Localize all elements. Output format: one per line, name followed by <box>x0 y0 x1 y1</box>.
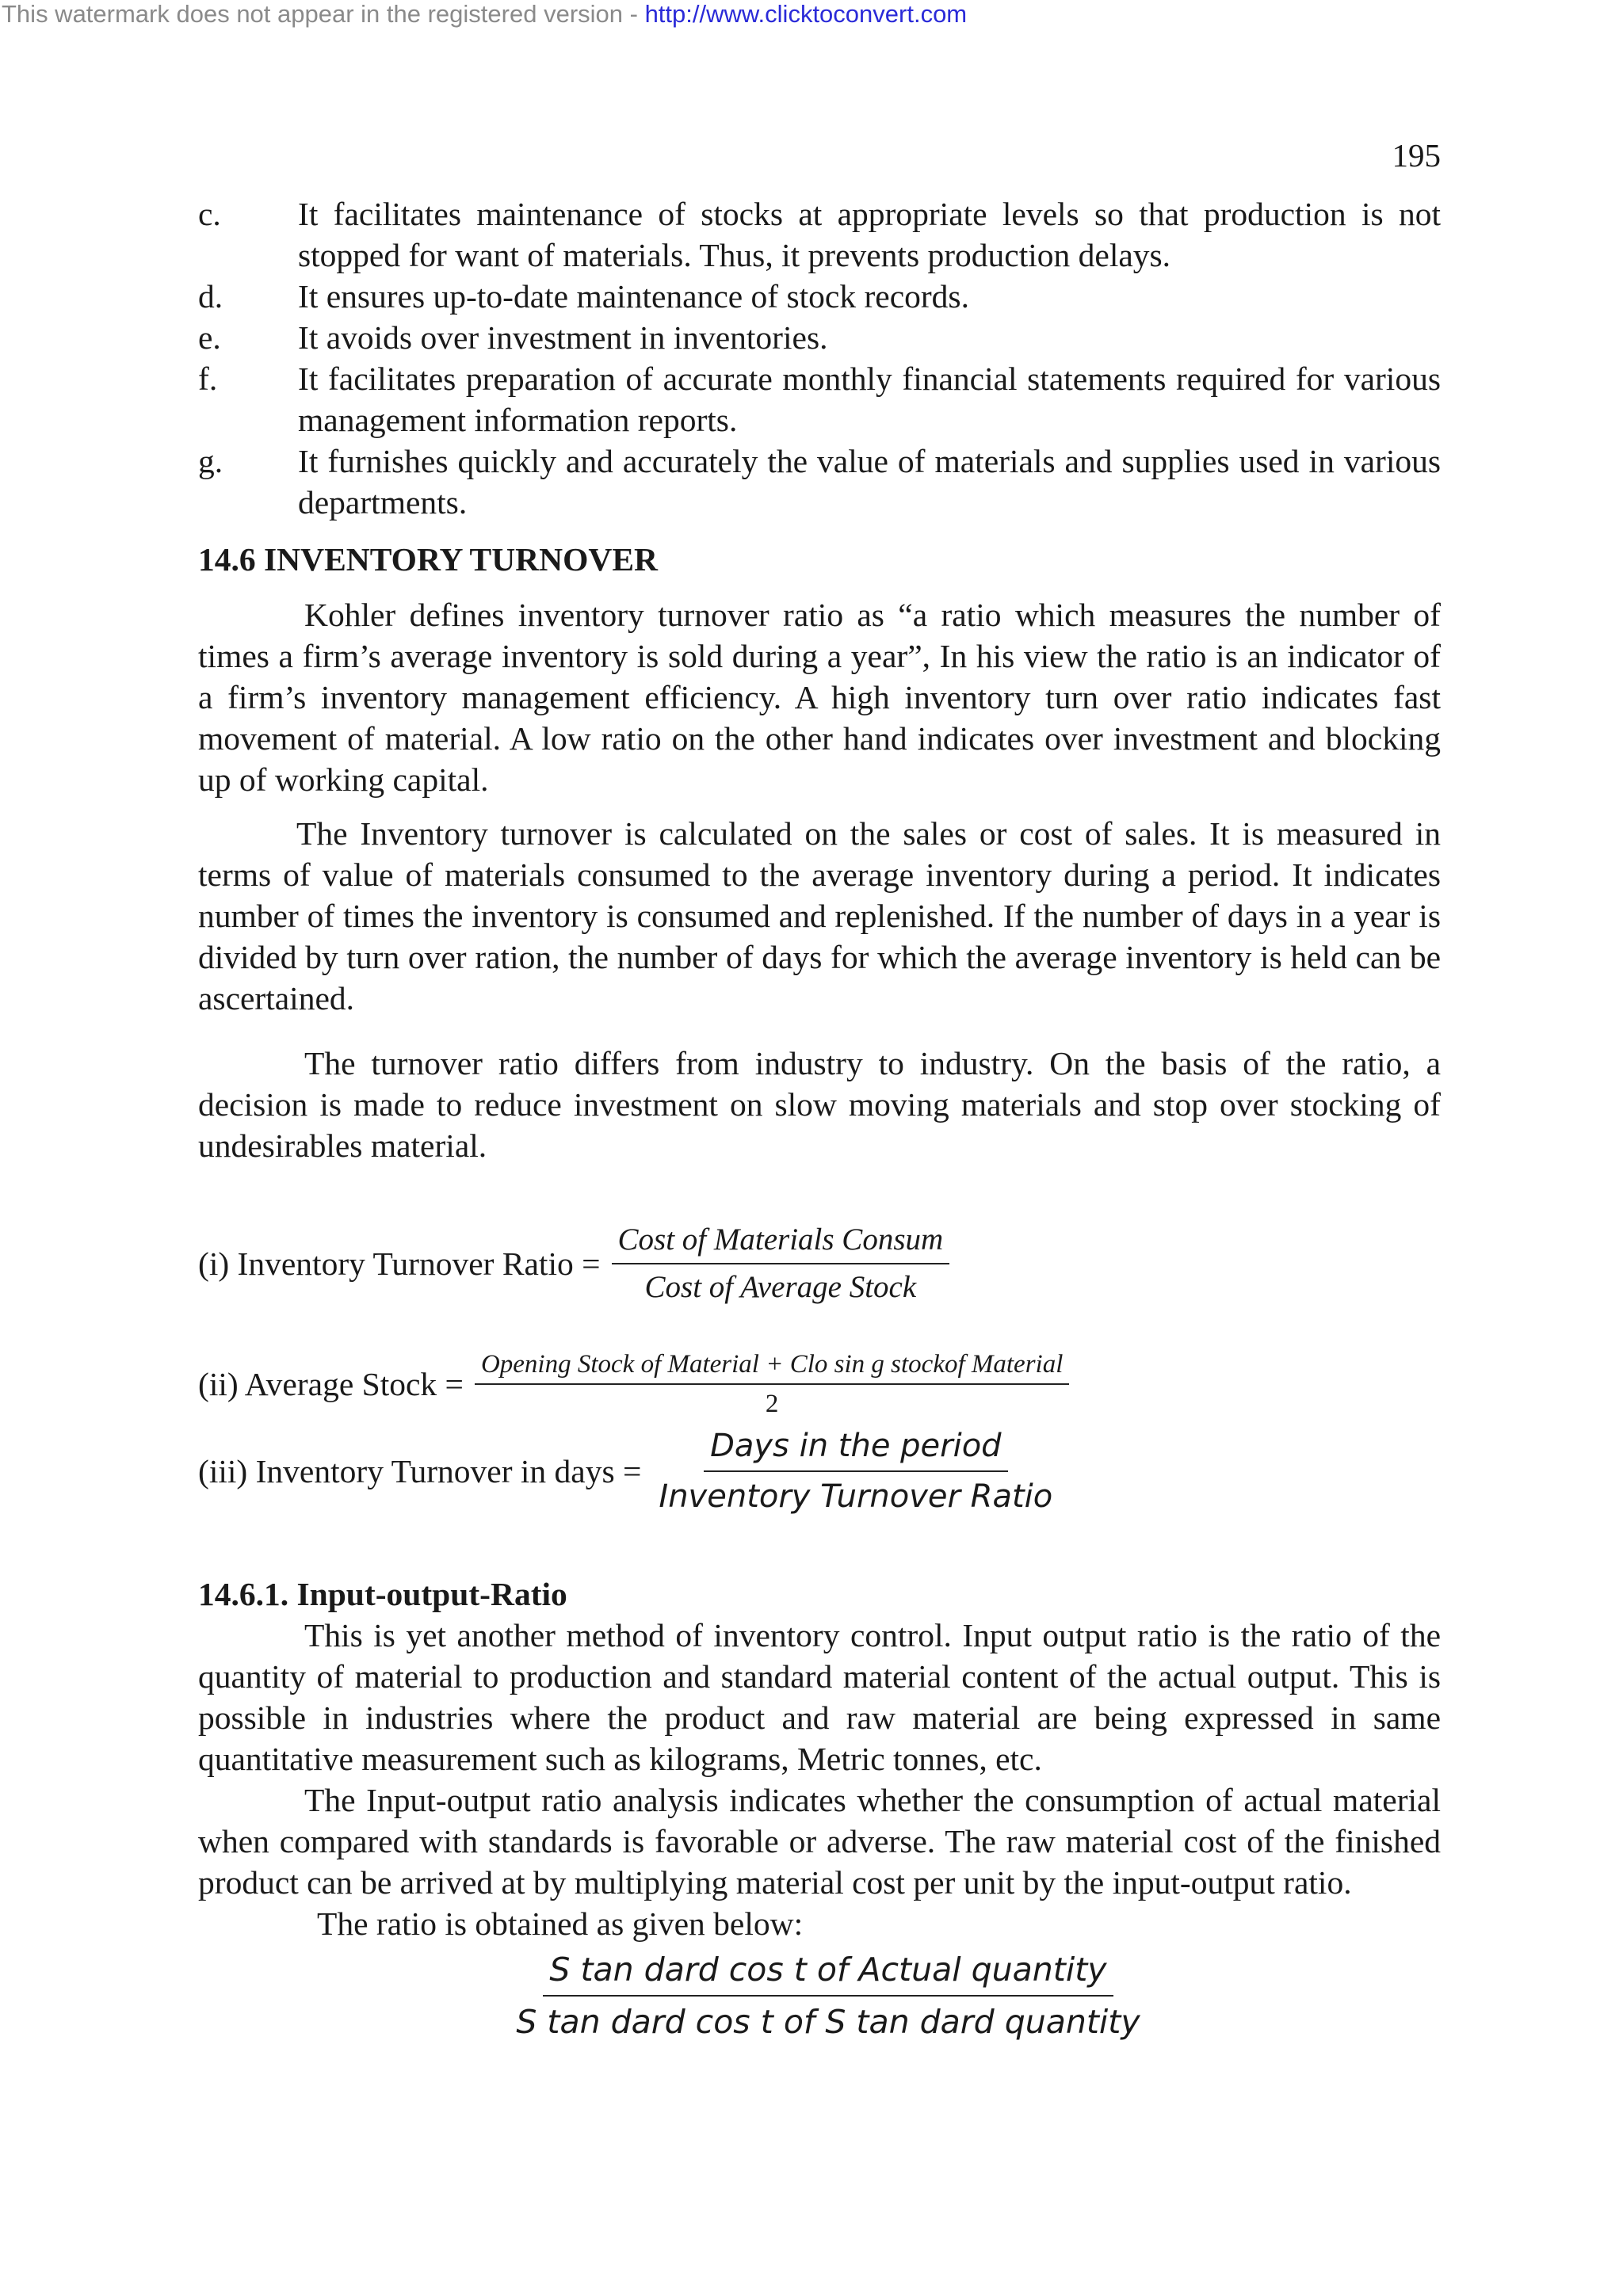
paragraph-input-output-intro: This is yet another method of inventory control. Input output ratio is the ratio of the quantity of material to production and standard material content of the actual output. This is possible in industries where the product and raw material are being expressed in same quantitative measurement such as kilograms, Metric tonnes, etc. <box>198 1617 1441 1777</box>
formula-fraction <box>475 1347 1069 1421</box>
list-item <box>198 441 1441 523</box>
formula-label: (ii) Average Stock = <box>198 1366 464 1402</box>
formula-numerator: Cost of Materials Consum <box>612 1219 950 1264</box>
watermark-banner <box>2 0 967 29</box>
paragraph-calculation: The Inventory turnover is calculated on the sales or cost of sales. It is measured in terms of value of materials consumed to the average inventory during a period. It indicates number of times the inventory is consumed and replenished. If the number of days in a year is divided by turn over ration, the number of days for which the average inventory is held can be ascertained. <box>198 815 1441 1016</box>
formula-denominator: S tan dard cos t of S tan dard quantity <box>516 2003 1140 2041</box>
formula-denominator: Inventory Turnover Ratio <box>659 1478 1053 1515</box>
page-number: 195 <box>1392 137 1441 174</box>
watermark-text: This watermark does not appear in the registered version - <box>2 0 645 28</box>
formula-fraction <box>612 1219 950 1309</box>
formula-fraction <box>510 1946 1146 2046</box>
formula-inventory-turnover-ratio <box>198 1219 1441 1309</box>
list-marker: c. <box>198 196 221 232</box>
paragraph-input-output-analysis: The Input-output ratio analysis indicates whether the consumption of actual material when compared with standards is favorable or adverse. The raw material cost of the finished product can be arrived at by multiplying material cost per unit by the input-output ratio. <box>198 1782 1441 1901</box>
formula-turnover-in-days <box>198 1423 1441 1520</box>
list-item-text: It furnishes quickly and accurately the value of materials and supplies used in various departments. <box>298 443 1441 521</box>
formula-denominator: Cost of Average Stock <box>644 1270 917 1304</box>
paragraph-industry: The turnover ratio differs from industry to industry. On the basis of the ratio, a decision is made to reduce investment on slow moving materials and stop over stocking of undesirables material. <box>198 1045 1441 1164</box>
benefits-list <box>198 193 1441 523</box>
paragraph-ratio-intro: The ratio is obtained as given below: <box>317 1905 804 1942</box>
list-marker: e. <box>198 319 221 356</box>
list-marker: d. <box>198 278 223 315</box>
list-item-text: It facilitates preparation of accurate monthly financial statements required for various management information reports. <box>298 360 1441 438</box>
list-item <box>198 358 1441 441</box>
formula-label: (i) Inventory Turnover Ratio = <box>198 1245 601 1282</box>
page-content <box>198 193 1441 2046</box>
list-item-text: It facilitates maintenance of stocks at appropriate levels so that production is not stopped for want of materials. Thus, it prevents production delays. <box>298 196 1441 273</box>
formula-fraction <box>652 1423 1059 1520</box>
list-item-text: It avoids over investment in inventories. <box>298 319 828 356</box>
formula-numerator: Days in the period <box>704 1423 1008 1472</box>
list-item <box>198 276 1441 317</box>
formula-numerator: Opening Stock of Material + Clo sin g stockof Material <box>475 1347 1069 1385</box>
formula-numerator: S tan dard cos t of Actual quantity <box>543 1946 1113 1997</box>
list-item-text: It ensures up-to-date maintenance of stock records. <box>298 278 969 315</box>
list-item <box>198 193 1441 276</box>
section-heading: 14.6 INVENTORY TURNOVER <box>198 541 659 578</box>
list-marker: g. <box>198 443 223 479</box>
subsection-heading: 14.6.1. Input-output-Ratio <box>198 1576 567 1612</box>
formula-denominator: 2 <box>765 1390 779 1418</box>
formula-label: (iii) Inventory Turnover in days = <box>198 1453 642 1489</box>
list-item <box>198 317 1441 358</box>
formula-average-stock <box>198 1347 1441 1421</box>
paragraph-kohler-definition: Kohler defines inventory turnover ratio as “a ratio which measures the number of times a firm’s average inventory is sold during a year”, In his view the ratio is an indicator of a firm’s inventory management efficiency. A high inventory turn over ratio indicates fast movement of material. A low ratio on the other hand indicates over investment and blocking up of working capital. <box>198 597 1441 798</box>
watermark-link[interactable]: http://www.clicktoconvert.com <box>644 0 968 28</box>
formula-input-output-ratio <box>198 1946 1441 2046</box>
list-marker: f. <box>198 360 218 397</box>
